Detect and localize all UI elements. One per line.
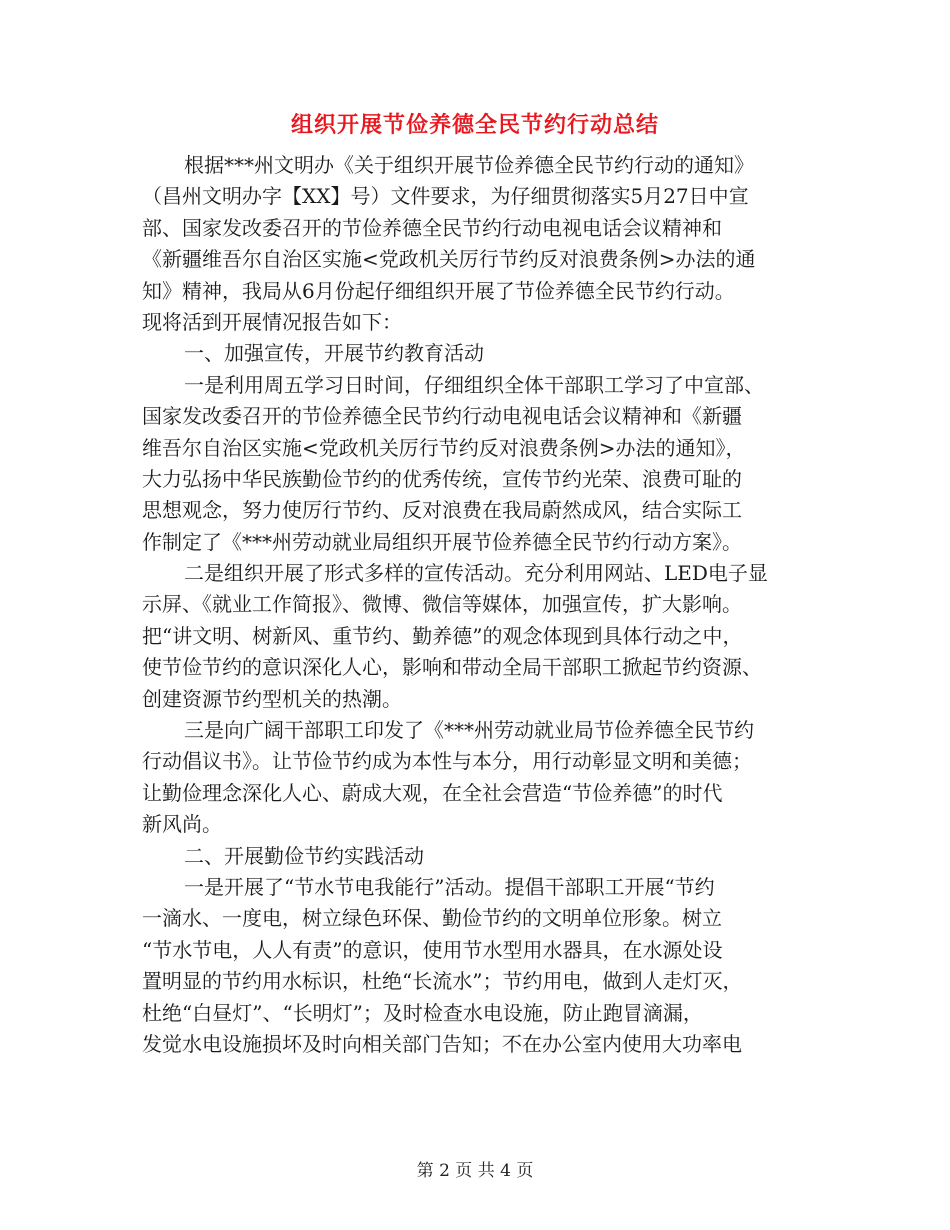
text-line: 把“讲文明、树新风、重节约、勤养德”的观念体现到具体行动之中， (142, 623, 743, 648)
text-line: 大力弘扬中华民族勤俭节约的优秀传统，宣传节约光荣、浪费可耻的 (142, 466, 742, 491)
text-line: 一是开展了“节水节电我能行”活动。提倡干部职工开展“节约 (184, 874, 715, 899)
document-body (142, 150, 810, 1060)
text-line: 知》精神，我局从6月份起仔细组织开展了节俭养德全民节约行动。 (142, 278, 735, 303)
text-line: 部、国家发改委召开的节俭养德全民节约行动电视电话会议精神和 (142, 215, 722, 240)
text-line: 使节俭节约的意识深化人心，影响和带动全局干部职工掀起节约资源、 (142, 655, 762, 680)
text-line: 置明显的节约用水标识，杜绝“长流水”；节约用电，做到人走灯灭， (142, 969, 743, 994)
text-line: 示屏、《就业工作简报》、微博、微信等媒体，加强宣传，扩大影响。 (142, 592, 742, 617)
text-line: 维吾尔自治区实施<党政机关厉行节约反对浪费条例>办法的通知》， (142, 435, 746, 460)
text-line: 一滴水、一度电，树立绿色环保、勤俭节约的文明单位形象。树立 (142, 906, 722, 931)
text-line: “节水节电，人人有责”的意识，使用节水型用水器具，在水源处设 (142, 937, 723, 962)
page-footer: 第 2 页 共 4 页 (416, 1161, 534, 1181)
text-line: 三是向广阔干部职工印发了《***州劳动就业局节俭养德全民节约 (184, 718, 754, 743)
text-line: （昌州文明办字【XX】号）文件要求，为仔细贯彻落实5月27日中宣 (142, 184, 749, 209)
text-line: 一、加强宣传，开展节约教育活动 (184, 341, 484, 366)
text-line: 思想观念，努力使厉行节约、反对浪费在我局蔚然成风，结合实际工 (142, 498, 742, 523)
text-line: 杜绝“白昼灯”、“长明灯”；及时检查水电设施，防止跑冒滴漏， (142, 1000, 703, 1025)
text-line: 让勤俭理念深化人心、蔚成大观，在全社会营造“节俭养德”的时代 (142, 780, 723, 805)
text-line: 发觉水电设施损坏及时向相关部门告知；不在办公室内使用大功率电 (142, 1031, 742, 1056)
text-line: 二、开展勤俭节约实践活动 (184, 843, 424, 868)
text-line: 《新疆维吾尔自治区实施<党政机关厉行节约反对浪费条例>办法的通 (142, 247, 756, 272)
text-line: 二是组织开展了形式多样的宣传活动。充分利用网站、LED电子显 (184, 561, 768, 586)
text-line: 一是利用周五学习日时间，仔细组织全体干部职工学习了中宣部、 (184, 372, 764, 397)
text-line: 现将活到开展情况报告如下： (142, 309, 402, 334)
text-line: 国家发改委召开的节俭养德全民节约行动电视电话会议精神和《新疆 (142, 404, 742, 429)
document-title: 组织开展节俭养德全民节约行动总结 (290, 113, 659, 138)
text-line: 创建资源节约型机关的热潮。 (142, 686, 402, 711)
text-line: 新风尚。 (142, 812, 222, 837)
text-line: 作制定了《***州劳动就业局组织开展节俭养德全民节约行动方案》。 (142, 529, 742, 554)
text-line: 根据***州文明办《关于组织开展节俭养德全民节约行动的通知》 (184, 153, 754, 177)
text-line: 行动倡议书》。让节俭节约成为本性与本分，用行动彰显文明和美德； (142, 749, 752, 774)
